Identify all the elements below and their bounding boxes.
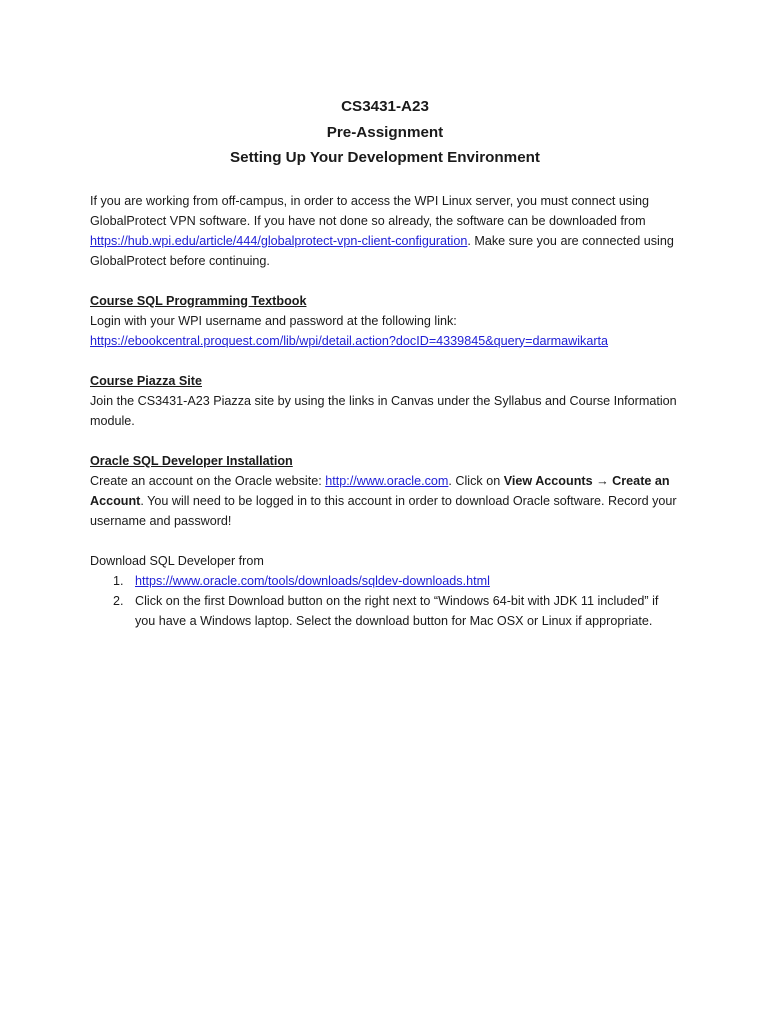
step-number: 1. [113, 573, 124, 588]
step-number: 2. [113, 593, 124, 608]
textbook-text: Login with your WPI username and password at the following link: [90, 313, 457, 328]
sqldev-download-link[interactable]: https://www.oracle.com/tools/downloads/sqldev-downloads.html [135, 573, 490, 588]
document-page [90, 94, 680, 631]
step-text: Click on the first Download button on the right next to “Windows 64-bit with JDK 11 included” if you have a Windows laptop. Select the download button for Mac OSX or Linux if appropriate. [135, 593, 659, 628]
view-accounts-label: View Accounts [503, 473, 597, 488]
oracle-text-3: . You will need to be logged in to this account in order to download Oracle software. Record your username and password! [90, 493, 677, 528]
oracle-text-1: Create an account on the Oracle website: [90, 473, 326, 488]
piazza-text: Join the CS3431-A23 Piazza site by using the links in Canvas under the Syllabus and Course Information module. [90, 393, 677, 428]
list-item [90, 591, 680, 631]
intro-paragraph [90, 191, 680, 271]
oracle-heading: Oracle SQL Developer Installation [90, 453, 293, 468]
arrow-right-icon: → [596, 473, 609, 488]
textbook-link[interactable]: https://ebookcentral.proquest.com/lib/wpi/detail.action?docID=4339845&query=darmawikarta [90, 333, 609, 348]
globalprotect-link[interactable]: https://hub.wpi.edu/article/444/globalprotect-vpn-client-configuration [90, 233, 468, 248]
textbook-link-line [90, 331, 680, 351]
intro-text-1: If you are working from off-campus, in order to access the WPI Linux server, you must connect using GlobalProtect VPN software. If you have not done so already, the software can be downloaded from [90, 193, 650, 228]
oracle-website-link[interactable]: http://www.oracle.com [325, 473, 449, 488]
oracle-paragraph [90, 471, 680, 531]
document-title [90, 94, 680, 171]
textbook-heading: Course SQL Programming Textbook [90, 293, 307, 308]
download-intro: Download SQL Developer from [90, 553, 264, 568]
download-steps-list [90, 571, 680, 631]
assignment-title: Pre-Assignment [326, 123, 444, 141]
list-item [90, 571, 680, 591]
create-account-label: Create an Account [90, 473, 670, 508]
intro-text-2: . Make sure you are connected using GlobalProtect before continuing. [90, 233, 674, 268]
oracle-text-2: . Click on [448, 473, 504, 488]
piazza-heading: Course Piazza Site [90, 373, 202, 388]
course-code-title: CS3431-A23 [341, 98, 429, 115]
assignment-subtitle: Setting Up Your Development Environment [230, 149, 540, 166]
